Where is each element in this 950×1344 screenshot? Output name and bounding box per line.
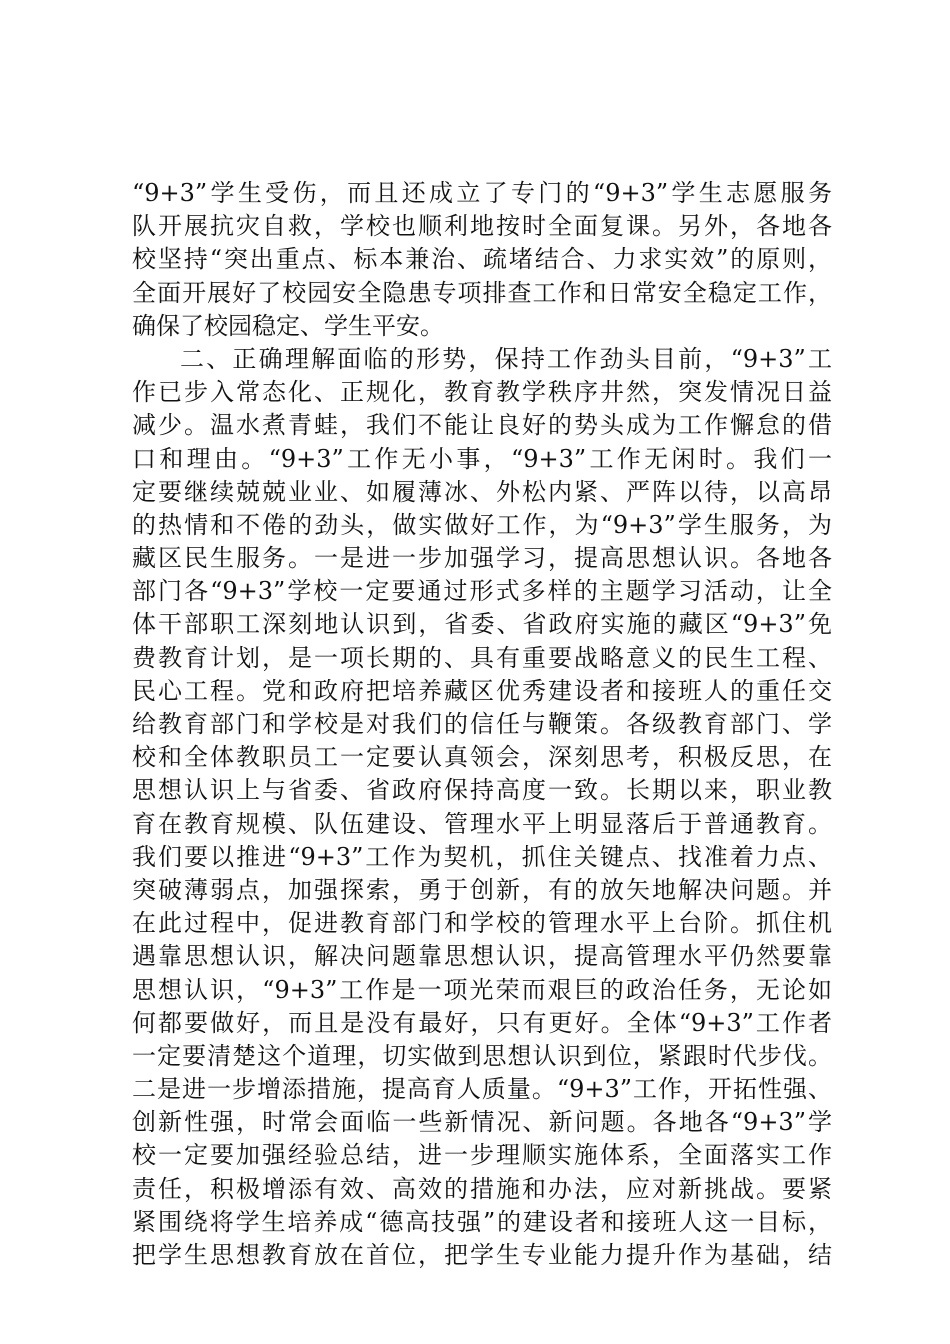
text-line: 一定要清楚这个道理，切实做到思想认识到位，紧跟时代步伐。 bbox=[132, 1041, 832, 1070]
text-line: 校和全体教职员工一定要认真领会，深刻思考，积极反思，在 bbox=[132, 743, 832, 772]
text-line: 紧围绕将学生培养成“德高技强”的建设者和接班人这一目标， bbox=[132, 1207, 832, 1236]
body-text bbox=[132, 177, 832, 1272]
text-line: 定要继续兢兢业业、如履薄冰、外松内紧、严阵以待，以高昂 bbox=[132, 477, 832, 506]
text-line: 藏区民生服务。一是进一步加强学习，提高思想认识。各地各 bbox=[132, 544, 832, 573]
text-line: 队开展抗灾自救，学校也顺利地按时全面复课。另外，各地各 bbox=[132, 212, 832, 241]
text-line: 二是进一步增添措施，提高育人质量。“9+3”工作，开拓性强、 bbox=[132, 1075, 832, 1104]
text-line: 减少。温水煮青蛙，我们不能让良好的势头成为工作懈怠的借 bbox=[132, 411, 832, 440]
text-line: 责任，积极增添有效、高效的措施和办法，应对新挑战。要紧 bbox=[132, 1174, 832, 1203]
text-line: 口和理由。“9+3”工作无小事，“9+3”工作无闲时。我们一 bbox=[132, 444, 832, 473]
text-line: 部门各“9+3”学校一定要通过形式多样的主题学习活动，让全 bbox=[132, 577, 832, 606]
text-line: 思想认识上与省委、省政府保持高度一致。长期以来，职业教 bbox=[132, 776, 832, 805]
text-line: 校一定要加强经验总结，进一步理顺实施体系，全面落实工作 bbox=[132, 1141, 832, 1170]
text-line: 遇靠思想认识，解决问题靠思想认识，提高管理水平仍然要靠 bbox=[132, 942, 832, 971]
text-line: 我们要以推进“9+3”工作为契机，抓住关键点、找准着力点、 bbox=[132, 842, 832, 871]
text-line: “9+3”学生受伤，而且还成立了专门的“9+3”学生志愿服务 bbox=[132, 179, 832, 207]
section-heading-line: 二、正确理解面临的形势，保持工作劲头目前，“9+3”工 bbox=[180, 344, 832, 373]
text-line: 全面开展好了校园安全隐患专项排查工作和日常安全稳定工作， bbox=[132, 278, 832, 307]
text-line: 突破薄弱点，加强探索，勇于创新，有的放矢地解决问题。并 bbox=[132, 875, 832, 904]
text-line: 在此过程中，促进教育部门和学校的管理水平上台阶。抓住机 bbox=[132, 909, 832, 938]
text-line: 育在教育规模、队伍建设、管理水平上明显落后于普通教育。 bbox=[132, 809, 832, 838]
paragraph-end-line: 确保了校园稳定、学生平安。 bbox=[132, 311, 444, 340]
text-line: 思想认识，“9+3”工作是一项光荣而艰巨的政治任务，无论如 bbox=[132, 975, 832, 1004]
text-line: 作已步入常态化、正规化，教育教学秩序井然，突发情况日益 bbox=[132, 378, 832, 407]
text-line: 创新性强，时常会面临一些新情况、新问题。各地各“9+3”学 bbox=[132, 1108, 832, 1137]
text-line: 校坚持“突出重点、标本兼治、疏堵结合、力求实效”的原则， bbox=[132, 245, 832, 274]
text-line: 费教育计划，是一项长期的、具有重要战略意义的民生工程、 bbox=[132, 643, 832, 672]
text-line: 体干部职工深刻地认识到，省委、省政府实施的藏区“9+3”免 bbox=[132, 610, 832, 639]
text-line: 民心工程。党和政府把培养藏区优秀建设者和接班人的重任交 bbox=[132, 676, 832, 705]
text-line: 给教育部门和学校是对我们的信任与鞭策。各级教育部门、学 bbox=[132, 710, 832, 738]
text-line: 的热情和不倦的劲头，做实做好工作，为“9+3”学生服务，为 bbox=[132, 510, 832, 539]
text-line: 把学生思想教育放在首位，把学生专业能力提升作为基础，结 bbox=[132, 1241, 832, 1269]
text-line: 何都要做好，而且是没有最好，只有更好。全体“9+3”工作者 bbox=[132, 1008, 832, 1037]
